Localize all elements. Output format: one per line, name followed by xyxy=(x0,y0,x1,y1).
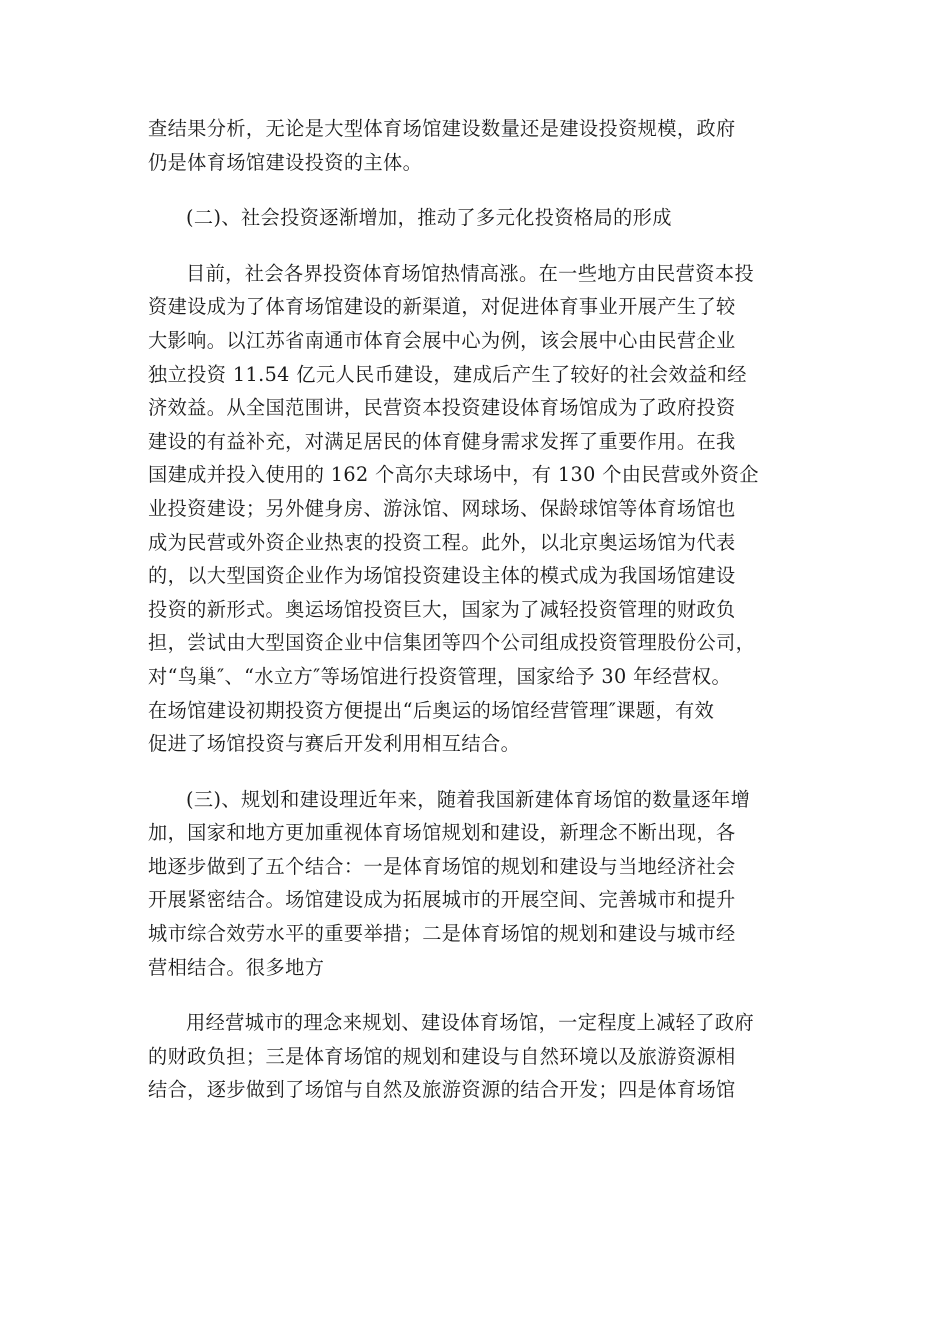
text-line: 仍是体育场馆建设投资的主体。 xyxy=(148,150,423,174)
text-line: 投资的新形式。奥运场馆投资巨大，国家为了减轻投资管理的财政负 xyxy=(148,597,736,621)
text-line: 的，以大型国资企业作为场馆投资建设主体的模式成为我国场馆建设 xyxy=(148,564,736,588)
text-line: 地逐步做到了五个结合：一是体育场馆的规划和建设与当地经济社会 xyxy=(148,854,736,878)
text-line: 建设的有益补充，对满足居民的体育健身需求发挥了重要作用。在我 xyxy=(148,429,736,453)
text-line: 在场馆建设初期投资方便提出“后奥运的场馆经营管理″课题，有效 xyxy=(148,698,715,722)
paragraph-4 xyxy=(148,783,808,985)
text-line: 加，国家和地方更加重视体育场馆规划和建设，新理念不断出现，各 xyxy=(148,821,736,845)
document-body xyxy=(148,112,808,1107)
text-line: 独立投资 11.54 亿元人民币建设，建成后产生了较好的社会效益和经 xyxy=(148,362,747,386)
paragraph-5 xyxy=(148,1006,808,1107)
text-line: 结合，逐步做到了场馆与自然及旅游资源的结合开发；四是体育场馆 xyxy=(148,1078,736,1102)
section-heading-2 xyxy=(148,201,808,235)
text-line: 资建设成为了体育场馆建设的新渠道，对促进体育事业开展产生了较 xyxy=(148,295,736,319)
text-line: 目前，社会各界投资体育场馆热情高涨。在一些地方由民营资本投 xyxy=(186,261,755,285)
text-line: 成为民营或外资企业热衷的投资工程。此外，以北京奥运场馆为代表 xyxy=(148,530,736,554)
text-line: 济效益。从全国范围讲，民营资本投资建设体育场馆成为了政府投资 xyxy=(148,396,736,420)
paragraph-1 xyxy=(148,112,808,179)
text-line: 的财政负担；三是体育场馆的规划和建设与自然环境以及旅游资源相 xyxy=(148,1044,736,1068)
text-line: 担，尝试由大型国资企业中信集团等四个公司组成投资管理股份公司， xyxy=(148,631,756,655)
text-line: (三)、规划和建设理近年来，随着我国新建体育场馆的数量逐年增 xyxy=(186,787,751,811)
text-line: 营相结合。很多地方 xyxy=(148,955,325,979)
text-line: 国建成并投入使用的 162 个高尔夫球场中，有 130 个由民营或外资企 xyxy=(148,463,759,487)
text-line: 大影响。以江苏省南通市体育会展中心为例，该会展中心由民营企业 xyxy=(148,328,736,352)
text-line: 城市综合效劳水平的重要举措；二是体育场馆的规划和建设与城市经 xyxy=(148,922,736,946)
text-line: 查结果分析，无论是大型体育场馆建设数量还是建设投资规模，政府 xyxy=(148,117,736,140)
text-line: 对“鸟巢″、“水立方″等场馆进行投资管理，国家给予 30 年经营权。 xyxy=(148,664,732,688)
text-line: 用经营城市的理念来规划、建设体育场馆，一定程度上减轻了政府 xyxy=(186,1011,755,1035)
text-line: 开展紧密结合。场馆建设成为拓展城市的开展空间、完善城市和提升 xyxy=(148,888,736,912)
text-line: 促进了场馆投资与赛后开发利用相互结合。 xyxy=(148,732,521,756)
text-line: 业投资建设；另外健身房、游泳馆、网球场、保龄球馆等体育场馆也 xyxy=(148,496,736,520)
paragraph-3 xyxy=(148,257,808,761)
text-line: (二)、社会投资逐渐增加，推动了多元化投资格局的形成 xyxy=(186,206,672,230)
